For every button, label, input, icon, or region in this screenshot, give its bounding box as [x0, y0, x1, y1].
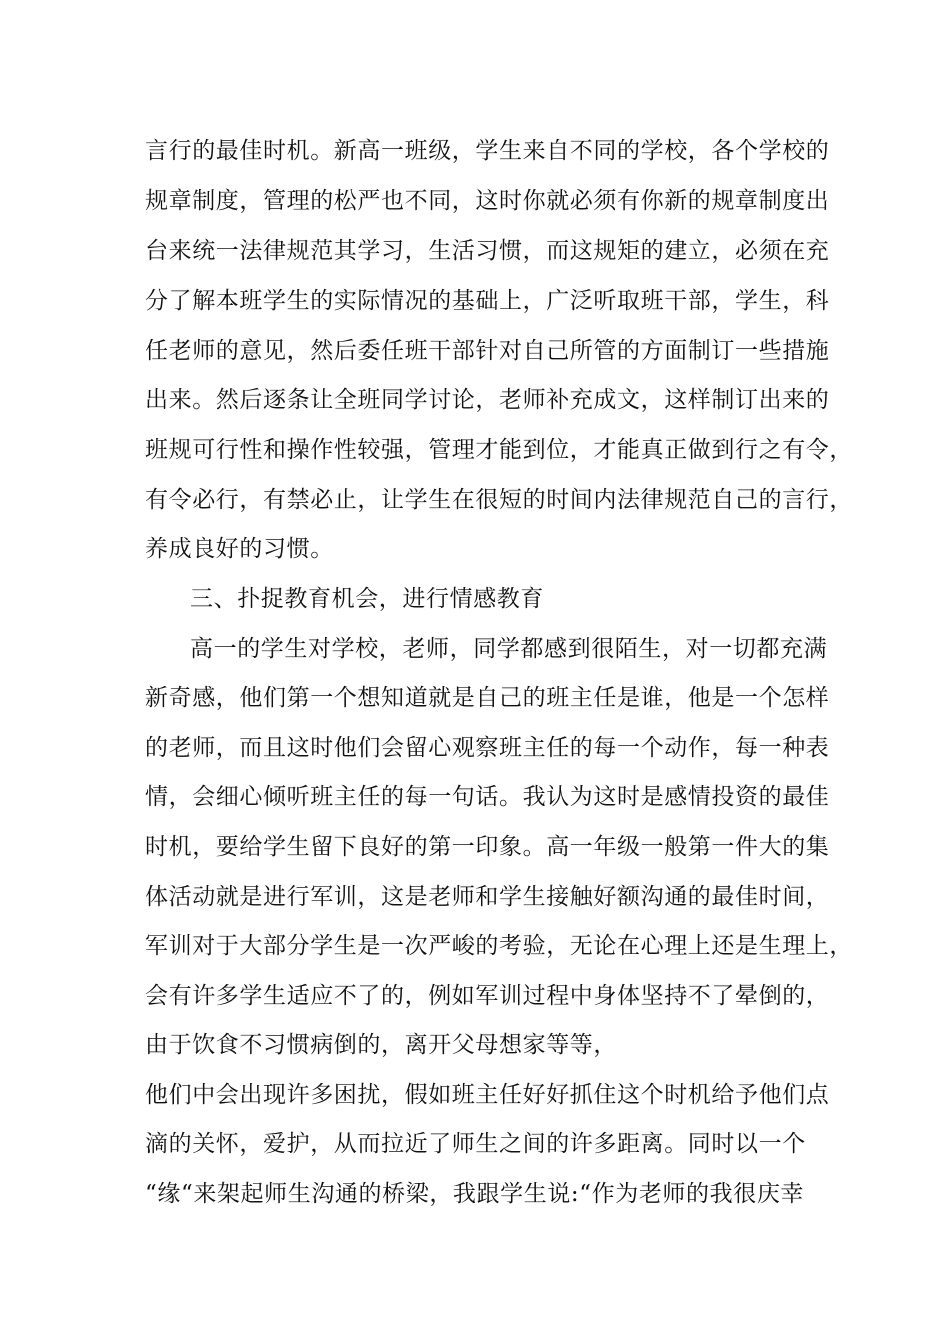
text-line: 台来统一法律规范其学习，生活习惯，而这规矩的建立，必须在充 — [145, 238, 830, 264]
text-line: 新奇感，他们第一个想知道就是自己的班主任是谁，他是一个怎样 — [145, 685, 830, 711]
text-line: 的老师，而且这时他们会留心观察班主任的每一个动作，每一种表 — [145, 735, 830, 761]
text-line: 规章制度，管理的松严也不同，这时你就必须有你新的规章制度出 — [145, 188, 830, 214]
text-line: 由于饮食不习惯病倒的，离开父母想家等等， — [145, 1032, 617, 1058]
text-line: 时机，要给学生留下良好的第一印象。高一年级一般第一件大的集 — [145, 834, 830, 860]
text-line: 他们中会出现许多困扰，假如班主任好好抓住这个时机给予他们点 — [145, 1082, 830, 1108]
text-line: 情，会细心倾听班主任的每一句话。我认为这时是感情投资的最佳 — [145, 784, 830, 810]
text-line: 言行的最佳时机。新高一班级，学生来自不同的学校，各个学校的 — [145, 138, 830, 164]
text-line: 高一的学生对学校，老师，同学都感到很陌生，对一切都充满 — [190, 636, 828, 662]
text-line: 养成良好的习惯。 — [145, 536, 334, 562]
text-line: 军训对于大部分学生是一次严峻的考验，无论在心理上还是生理上， — [145, 933, 853, 959]
text-line: 分了解本班学生的实际情况的基础上，广泛听取班干部，学生，科 — [145, 288, 830, 314]
text-line: “缘“来架起师生沟通的桥梁，我跟学生说:“作为老师的我很庆幸 — [145, 1181, 805, 1207]
text-line: 有令必行，有禁必止，让学生在很短的时间内法律规范自己的言行， — [145, 487, 853, 513]
text-line: 会有许多学生适应不了的，例如军训过程中身体坚持不了晕倒的， — [145, 983, 830, 1009]
text-line: 出来。然后逐条让全班同学讨论，老师补充成文，这样制订出来的 — [145, 387, 830, 413]
section-heading: 三、扑捉教育机会，进行情感教育 — [190, 586, 544, 612]
text-line: 班规可行性和操作性较强，管理才能到位，才能真正做到行之有令， — [145, 437, 853, 463]
text-line: 体活动就是进行军训，这是老师和学生接触好额沟通的最佳时间， — [145, 884, 830, 910]
text-line: 任老师的意见，然后委任班干部针对自己所管的方面制订一些措施 — [145, 338, 830, 364]
text-line: 滴的关怀，爱护，从而拉近了师生之间的许多距离。同时以一个 — [145, 1131, 806, 1157]
